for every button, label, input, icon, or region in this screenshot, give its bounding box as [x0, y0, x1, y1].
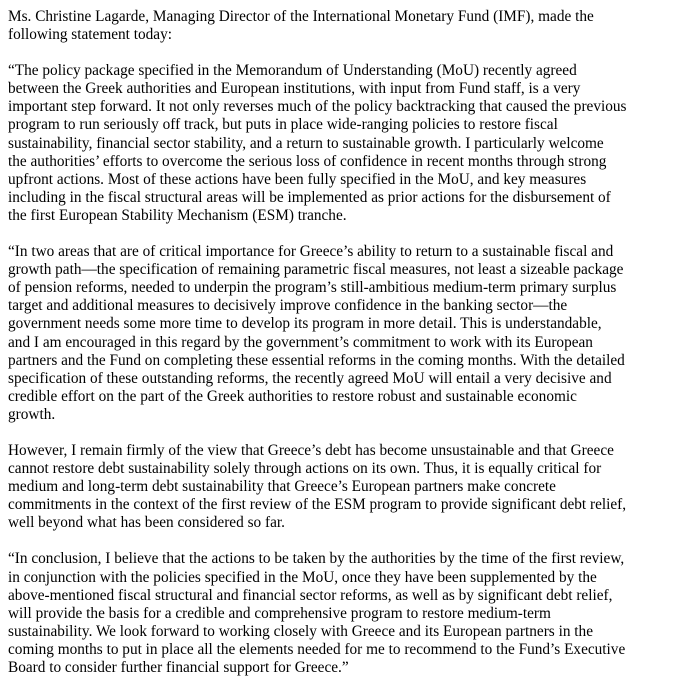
- text-line: However, I remain firmly of the view that Greece’s debt has become unsustainable and that Greece: [8, 441, 614, 459]
- text-line: partners and the Fund on completing these essential reforms in the coming months. With the detailed: [8, 351, 625, 369]
- text-line: specification of these outstanding reforms, the recently agreed MoU will entail a very decisive and: [8, 369, 612, 387]
- text-line: will provide the basis for a credible and comprehensive program to restore medium-term: [8, 604, 551, 622]
- text-line: following statement today:: [8, 26, 172, 44]
- text-line: upfront actions. Most of these actions have been fully specified in the MoU, and key measures: [8, 170, 587, 188]
- text-line: program to run seriously off track, but puts in place wide-ranging policies to restore fiscal: [8, 116, 558, 134]
- text-line: sustainability, financial sector stability, and a return to sustainable growth. I particularly welcome: [8, 134, 604, 152]
- text-line: medium and long-term debt sustainability that Greece’s European partners make concrete: [8, 478, 556, 496]
- text-line: well beyond what has been considered so far.: [8, 514, 285, 532]
- text-line: target and additional measures to decisively improve confidence in the banking sector—the: [8, 297, 568, 315]
- text-line: Ms. Christine Lagarde, Managing Director of the International Monetary Fund (IMF), made the: [8, 8, 594, 25]
- text-line: the authorities’ efforts to overcome the serious loss of confidence in recent months through strong: [8, 152, 607, 170]
- text-line: government needs some more time to develop its program in more detail. This is understandable,: [8, 315, 602, 333]
- text-line: “In two areas that are of critical importance for Greece’s ability to return to a sustainable fiscal and: [8, 243, 614, 261]
- quote-paragraph-critical-areas: [8, 243, 678, 424]
- text-line: coming months to put in place all the elements needed for me to recommend to the Fund’s Executive: [8, 640, 626, 658]
- quote-paragraph-conclusion: [8, 550, 678, 677]
- text-line: growth path—the specification of remaining parametric fiscal measures, not least a sizeable package: [8, 261, 624, 279]
- text-line: the first European Stability Mechanism (ESM) tranche.: [8, 206, 347, 224]
- text-line: important step forward. It not only reverses much of the policy backtracking that caused the previous: [8, 98, 627, 116]
- text-line: between the Greek authorities and European institutions, with input from Fund staff, is a very: [8, 80, 581, 98]
- text-line: credible effort on the part of the Greek authorities to restore robust and sustainable economic: [8, 387, 577, 405]
- text-line: including in the fiscal structural areas will be implemented as prior actions for the disbursement of: [8, 188, 611, 206]
- text-line: “In conclusion, I believe that the actions to be taken by the authorities by the time of the first review,: [8, 550, 625, 568]
- quote-paragraph-policy-package: [8, 62, 678, 225]
- intro-paragraph: [8, 8, 678, 44]
- text-line: above-mentioned fiscal structural and financial sector reforms, as well as by significant debt relief,: [8, 586, 613, 604]
- text-line: “The policy package specified in the Memorandum of Understanding (MoU) recently agreed: [8, 62, 577, 80]
- text-line: in conjunction with the policies specified in the MoU, once they have been supplemented by the: [8, 568, 597, 586]
- text-line: growth.: [8, 405, 56, 423]
- text-line: sustainability. We look forward to working closely with Greece and its European partners in the: [8, 622, 593, 640]
- text-line: Board to consider further financial support for Greece.”: [8, 659, 349, 676]
- text-line: of pension reforms, needed to underpin the program’s still-ambitious medium-term primary surplus: [8, 279, 617, 297]
- text-line: and I am encouraged in this regard by the government’s commitment to work with its European: [8, 333, 593, 351]
- text-line: cannot restore debt sustainability solely through actions on its own. Thus, it is equally critical for: [8, 460, 602, 478]
- paragraph-debt-sustainability: [8, 442, 678, 532]
- text-line: commitments in the context of the first review of the ESM program to provide significant debt relief,: [8, 496, 627, 514]
